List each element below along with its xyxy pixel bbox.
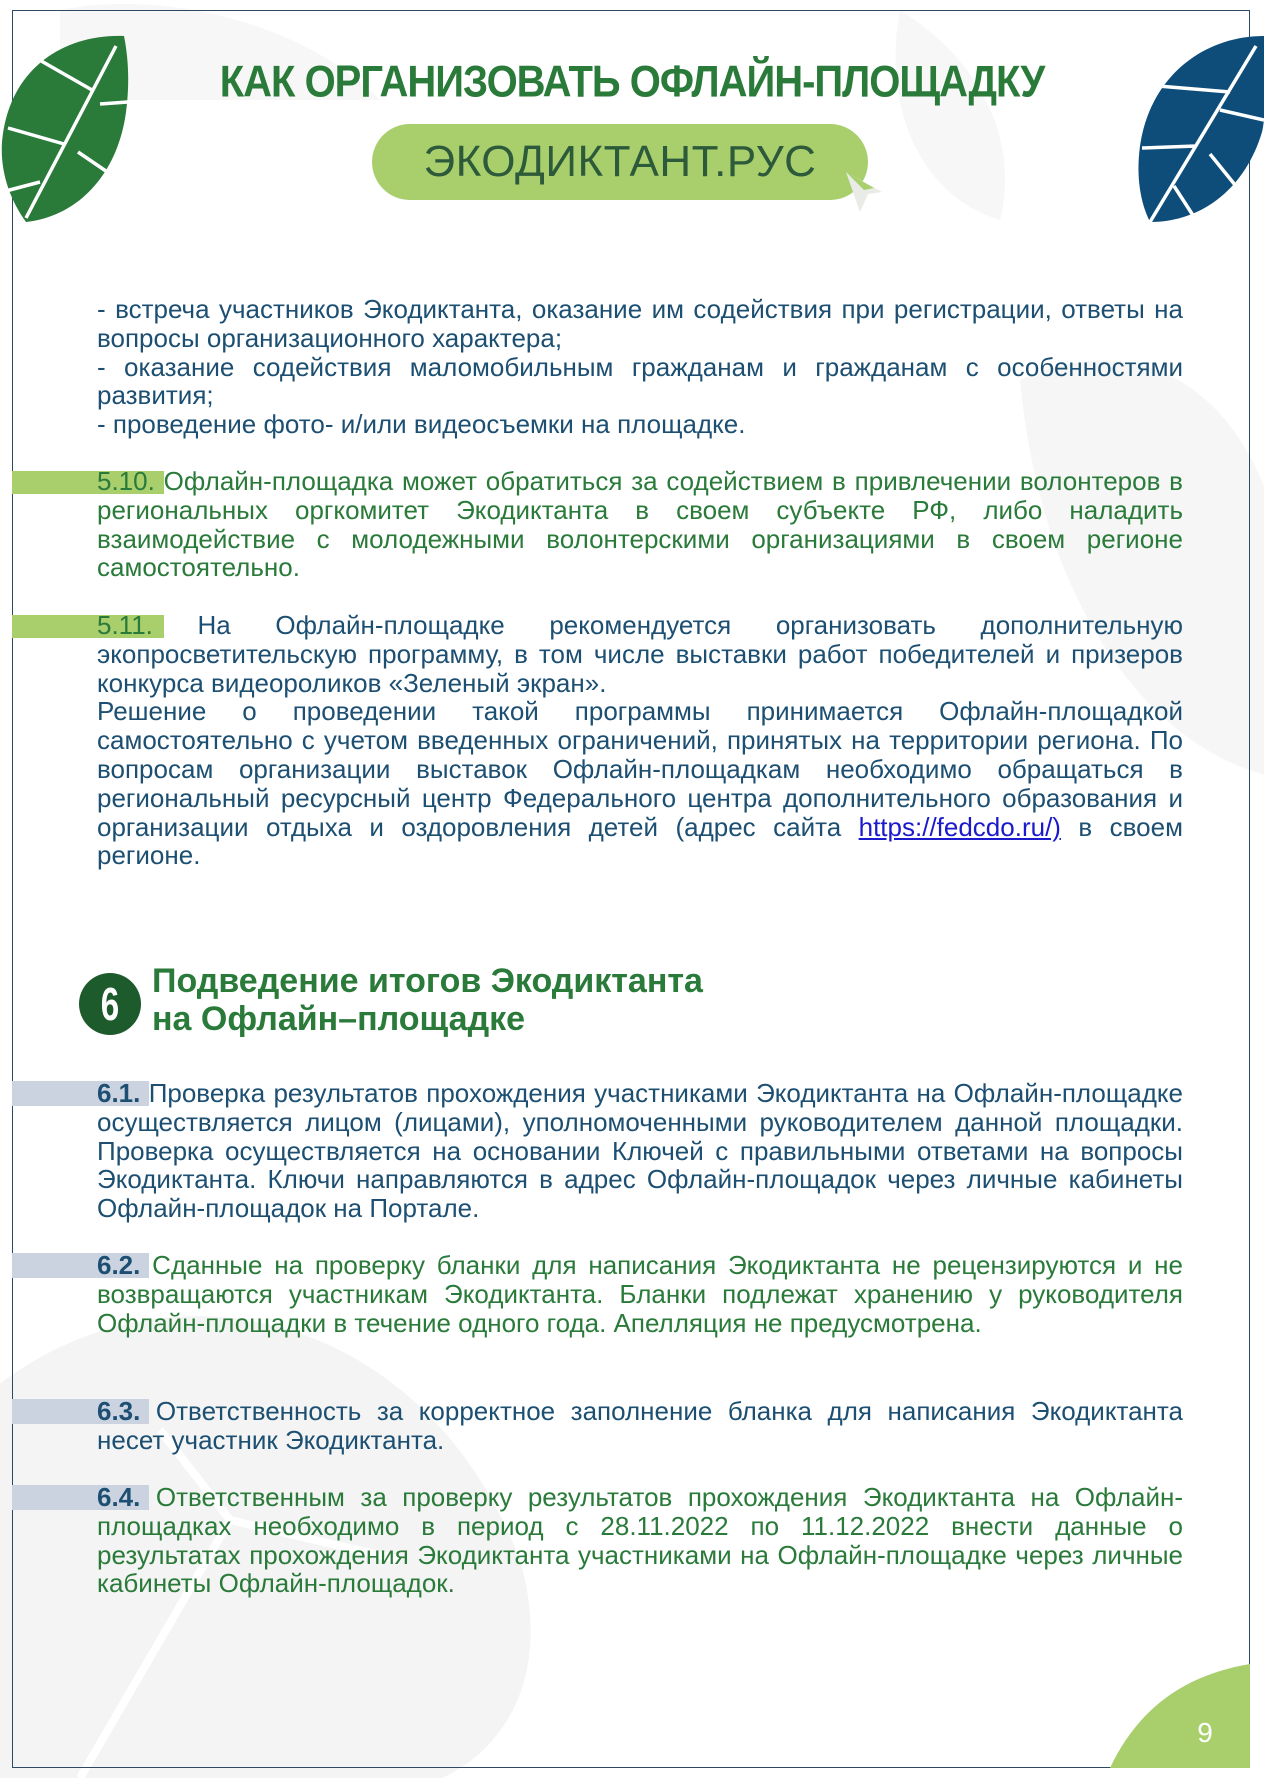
item-text: Ответственным за проверку результатов прохождения Экодиктанта на Офлайн-площадках необходимо в период с 28.11.2022 по 11.12.2022 внести данные о результатах прохождения Экодиктанта участниками на Офлайн-площадке через личные кабинеты Офлайн-площадок. bbox=[97, 1482, 1183, 1599]
section-number-badge: 6 bbox=[79, 973, 141, 1035]
fedcdo-link[interactable]: https://fedcdo.ru/) bbox=[858, 811, 1061, 842]
item-5-11 bbox=[97, 611, 1183, 870]
section-title bbox=[152, 962, 703, 1038]
page-number: 9 bbox=[1197, 1717, 1213, 1748]
item-6-1 bbox=[97, 1079, 1183, 1223]
intro-line: - проведение фото- и/или видеосъемки на площадке. bbox=[97, 409, 746, 440]
item-number: 6.1. bbox=[97, 1078, 141, 1108]
item-number: 6.3. bbox=[97, 1396, 141, 1426]
item-number: 5.10. bbox=[97, 466, 155, 496]
item-text: Ответственность за корректное заполнение бланка для написания Экодиктанта несет участник Экодиктанта. bbox=[97, 1396, 1183, 1455]
intro-line: - встреча участников Экодиктанта, оказание им содействия при регистрации, ответы на вопросы организационного характера; bbox=[97, 294, 1183, 353]
item-5-10 bbox=[97, 467, 1183, 582]
item-number: 6.2. bbox=[97, 1250, 141, 1280]
intro-list bbox=[97, 295, 1183, 439]
item-text-end: в своем регионе. bbox=[97, 811, 1183, 871]
item-text-continued: Решение о проведении такой программы принимается Офлайн-площадкой самостоятельно с учетом введенных ограничений, принятых на территории региона. По вопросам организации выставок Офлайн-площадкам необходимо обращаться в региональный ресурсный центр Федерального центра дополнительного образования и организации отдыха и оздоровления детей (адрес сайта bbox=[97, 696, 1183, 842]
intro-line: - оказание содействия маломобильным гражданам и гражданам с особенностями развития; bbox=[97, 351, 1183, 411]
item-number: 5.11. bbox=[97, 610, 153, 640]
item-text: Сданные на проверку бланки для написания Экодиктанта не рецензируются и не возвращаются участникам Экодиктанта. Бланки подлежат хранению у руководителя Офлайн-площадки в течение одного года. Апелляция не предусмотрена. bbox=[97, 1250, 1183, 1338]
page-number-leaf-icon bbox=[1110, 1664, 1250, 1768]
item-number: 6.4. bbox=[97, 1482, 141, 1512]
item-6-2 bbox=[97, 1251, 1183, 1337]
site-badge-label: ЭКОДИКТАНТ.РУС bbox=[423, 137, 817, 186]
item-text: Проверка результатов прохождения участниками Экодиктанта на Офлайн-площадке осуществляется лицом (лицами), уполномоченными руководителем данной площадки. Проверка осуществляется на основании Ключей с правильными ответами на вопросы Экодиктанта. Ключи направляются в адрес Офлайн-площадок через личные кабинеты Офлайн-площадок на Портале. bbox=[97, 1078, 1184, 1224]
item-6-4 bbox=[97, 1483, 1183, 1598]
section-title-line: на Офлайн–площадке bbox=[152, 1000, 526, 1038]
page-header-title: КАК ОРГАНИЗОВАТЬ ОФЛАЙН-ПЛОЩАДКУ bbox=[219, 57, 1045, 107]
item-text: На Офлайн-площадке рекомендуется организовать дополнительную экопросветительскую программу, в том числе выставки работ победителей и призеров конкурса видеороликов «Зеленый экран». bbox=[97, 610, 1183, 698]
section-title-line: Подведение итогов Экодиктанта bbox=[152, 962, 703, 1000]
item-text: Офлайн-площадка может обратиться за содействием в привлечении волонтеров в региональных оргкомитет Экодиктанта в своем субъекте РФ, либо наладить взаимодействие с молодежными волонтерскими организациями в своем регионе самостоятельно. bbox=[97, 466, 1183, 583]
item-6-3 bbox=[97, 1397, 1183, 1455]
